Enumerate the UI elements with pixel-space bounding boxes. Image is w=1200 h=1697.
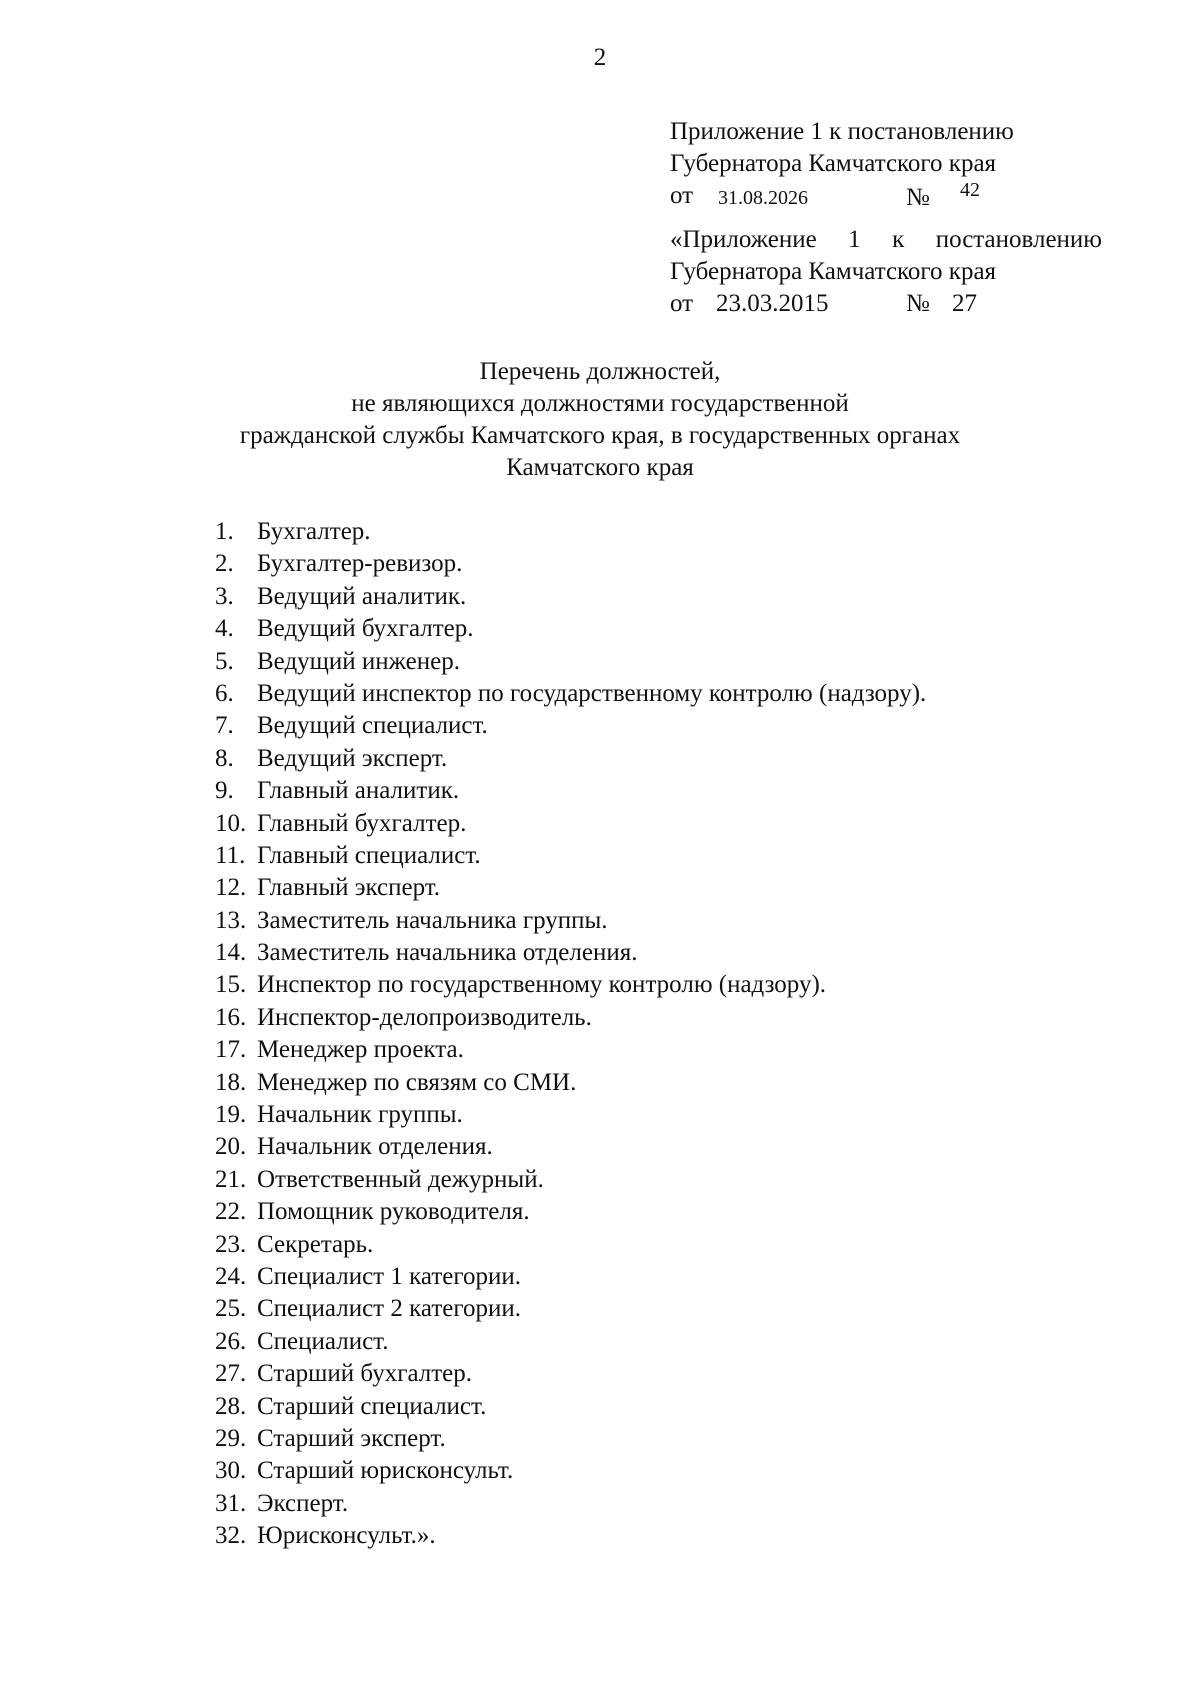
list-item	[215, 548, 926, 580]
list-item	[215, 710, 926, 742]
list-item-number: 31.	[215, 1489, 247, 1517]
list-item-text: Секретарь.	[257, 1230, 374, 1258]
list-item-text: Старший специалист.	[257, 1392, 487, 1420]
list-item-number: 32.	[215, 1522, 247, 1550]
list-item	[215, 1164, 926, 1196]
list-item-text: Инспектор по государственному контролю (надзору).	[257, 971, 827, 999]
list-item	[215, 1034, 926, 1066]
list-item-text: Заместитель начальника отделения.	[257, 939, 638, 967]
list-item	[215, 646, 926, 678]
list-item	[215, 937, 926, 969]
list-item-number: 9.	[215, 777, 234, 805]
list-item-number: 11.	[215, 841, 246, 869]
list-item-number: 21.	[215, 1165, 247, 1193]
list-item	[215, 1326, 926, 1358]
list-item-number: 24.	[215, 1262, 247, 1290]
list-item-number: 27.	[215, 1360, 247, 1388]
list-item-text: Ведущий аналитик.	[257, 582, 467, 610]
annex-new-line2: Губернатора Камчатского края	[670, 150, 997, 177]
annex-new-number: 42	[960, 179, 980, 201]
list-item-text: Главный аналитик.	[257, 777, 460, 805]
annex-new-number-sign: №	[906, 184, 930, 211]
list-item	[215, 1358, 926, 1390]
list-item-text: Юрисконсульт.».	[257, 1522, 436, 1550]
list-item-text: Начальник отделения.	[257, 1133, 493, 1161]
list-item	[215, 516, 926, 548]
list-item-text: Эксперт.	[257, 1489, 349, 1517]
list-item	[215, 840, 926, 872]
list-item-number: 6.	[215, 679, 234, 707]
list-item	[215, 905, 926, 937]
list-item-number: 17.	[215, 1036, 247, 1064]
list-item	[215, 613, 926, 645]
list-item-number: 4.	[215, 615, 234, 643]
list-item	[215, 872, 926, 904]
annex-old-ot: от	[670, 290, 694, 317]
list-item	[215, 1131, 926, 1163]
list-item	[215, 743, 926, 775]
title-line: гражданской службы Камчатского края, в государственных органах	[239, 422, 961, 449]
list-item-number: 29.	[215, 1424, 247, 1452]
list-item	[215, 1455, 926, 1487]
list-item-text: Ведущий специалист.	[257, 712, 488, 740]
list-item-text: Старший юрисконсульт.	[257, 1457, 514, 1485]
list-item-text: Помощник руководителя.	[257, 1198, 530, 1226]
list-item	[215, 1002, 926, 1034]
annex-new-line1: Приложение 1 к постановлению	[670, 118, 1014, 145]
annex-old-date-row	[670, 288, 1120, 320]
list-item-number: 25.	[215, 1295, 247, 1323]
annex-header-old	[670, 224, 1120, 320]
list-item-text: Ответственный дежурный.	[257, 1165, 544, 1193]
annex-old-line1	[670, 224, 1102, 256]
title-line: Перечень должностей,	[479, 358, 721, 385]
annex-new-date: 31.08.2026	[718, 187, 808, 209]
list-item-number: 5.	[215, 647, 234, 675]
list-item-number: 14.	[215, 939, 247, 967]
list-item-text: Бухгалтер.	[257, 518, 371, 545]
list-item-text: Менеджер по связям со СМИ.	[257, 1068, 577, 1096]
annex-old-word: к	[892, 226, 905, 253]
annex-new-ot: от	[670, 182, 694, 209]
annex-old-date: 23.03.2015	[716, 290, 829, 317]
list-item-text: Заместитель начальника группы.	[257, 906, 608, 934]
title-line: Камчатского края	[506, 454, 694, 481]
list-item-number: 28.	[215, 1392, 247, 1420]
list-item	[215, 775, 926, 807]
list-item-number: 8.	[215, 744, 234, 772]
annex-old-number-sign: №	[906, 290, 930, 317]
list-item	[215, 1099, 926, 1131]
list-item-text: Главный специалист.	[257, 841, 481, 869]
list-item-number: 22.	[215, 1198, 247, 1226]
list-item-number: 13.	[215, 906, 247, 934]
list-item-number: 2.	[215, 550, 234, 578]
list-item-text: Ведущий эксперт.	[257, 744, 448, 772]
list-item	[215, 1423, 926, 1455]
page-number: 2	[593, 44, 607, 71]
list-item	[215, 1488, 926, 1520]
list-item-text: Старший бухгалтер.	[257, 1360, 473, 1388]
list-item-text: Главный бухгалтер.	[257, 809, 467, 837]
list-item-text: Старший эксперт.	[257, 1424, 446, 1452]
list-item	[215, 581, 926, 613]
list-item-number: 3.	[215, 582, 234, 610]
document-title	[0, 356, 1200, 484]
list-item	[215, 1261, 926, 1293]
list-item-text: Ведущий бухгалтер.	[257, 615, 474, 643]
list-item-text: Специалист.	[257, 1327, 389, 1355]
list-item-text: Начальник группы.	[257, 1101, 463, 1129]
annex-old-word: «Приложение	[670, 226, 817, 253]
list-item-number: 15.	[215, 971, 247, 999]
annex-old-word: постановлению	[935, 226, 1102, 253]
list-item	[215, 969, 926, 1001]
list-item-number: 26.	[215, 1327, 247, 1355]
list-item-number: 20.	[215, 1133, 247, 1161]
list-item-number: 19.	[215, 1101, 247, 1129]
list-item	[215, 1067, 926, 1099]
list-item-number: 18.	[215, 1068, 247, 1096]
list-item-text: Специалист 2 категории.	[257, 1295, 521, 1323]
list-item-number: 23.	[215, 1230, 247, 1258]
annex-old-number: 27	[952, 290, 977, 317]
list-item	[215, 808, 926, 840]
list-item-text: Менеджер проекта.	[257, 1036, 464, 1064]
list-item-number: 1.	[215, 518, 234, 545]
annex-old-word: 1	[848, 226, 861, 253]
list-item-text: Бухгалтер-ревизор.	[257, 550, 463, 578]
list-item-number: 12.	[215, 874, 247, 902]
annex-header-new	[670, 116, 1120, 212]
list-item-text: Ведущий инспектор по государственному контролю (надзору).	[257, 679, 927, 707]
list-item-text: Специалист 1 категории.	[257, 1262, 521, 1290]
list-item-text: Ведущий инженер.	[257, 647, 460, 675]
annex-new-date-row	[670, 180, 1120, 212]
list-item-number: 10.	[215, 809, 247, 837]
annex-old-line2: Губернатора Камчатского края	[670, 258, 997, 285]
list-item-text: Инспектор-делопроизводитель.	[257, 1003, 592, 1031]
list-item	[215, 1229, 926, 1261]
title-line: не являющихся должностями государственной	[351, 390, 849, 417]
list-item	[215, 1196, 926, 1228]
list-item-number: 16.	[215, 1003, 247, 1031]
list-item	[215, 1520, 926, 1552]
positions-list	[215, 516, 926, 1553]
list-item-number: 30.	[215, 1457, 247, 1485]
list-item	[215, 1391, 926, 1423]
list-item	[215, 678, 926, 710]
list-item-number: 7.	[215, 712, 234, 740]
list-item-text: Главный эксперт.	[257, 874, 441, 902]
list-item	[215, 1293, 926, 1325]
